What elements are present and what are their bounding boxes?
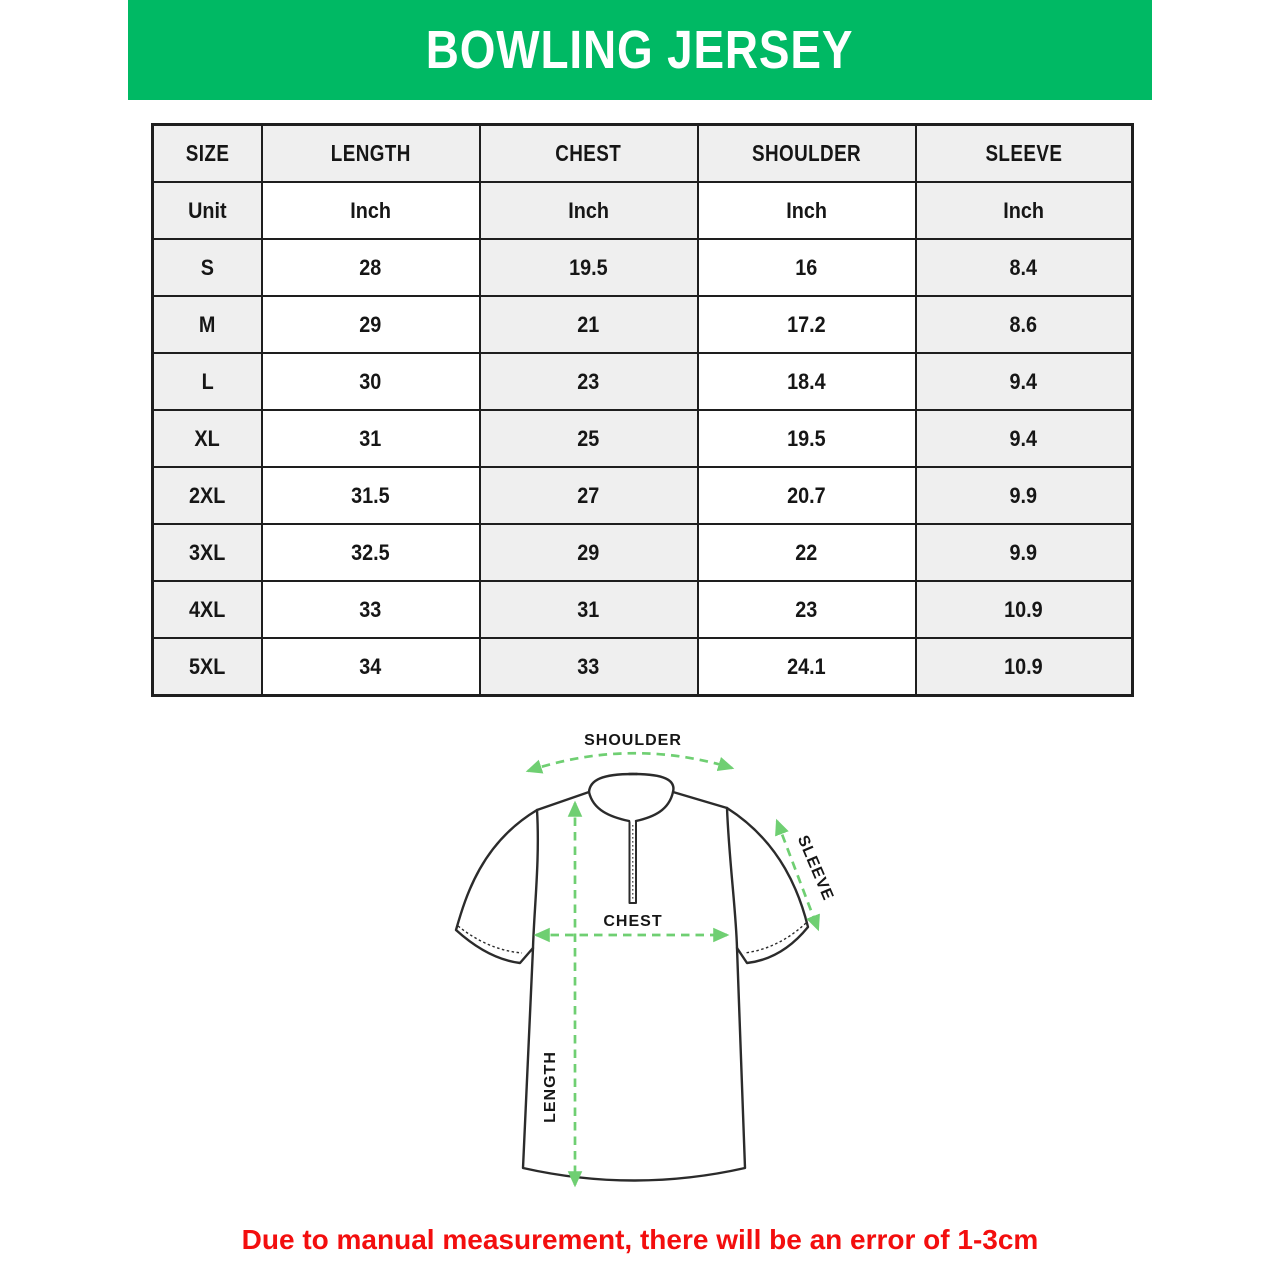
value-cell: 17.2 [698,296,916,353]
size-cell: 4XL [153,581,262,638]
column-header: LENGTH [262,125,480,183]
value-cell: 31 [480,581,698,638]
table-header-row [153,125,1133,183]
size-cell: 2XL [153,467,262,524]
value-cell: 31.5 [262,467,480,524]
size-cell: 3XL [153,524,262,581]
value-cell: 18.4 [698,353,916,410]
value-cell: 25 [480,410,698,467]
table-row [153,296,1133,353]
size-cell: Unit [153,182,262,239]
table-row [153,467,1133,524]
value-cell: Inch [698,182,916,239]
value-cell: 30 [262,353,480,410]
value-cell: 16 [698,239,916,296]
value-cell: 19.5 [480,239,698,296]
value-cell: 34 [262,638,480,696]
value-cell: 23 [698,581,916,638]
value-cell: 9.4 [916,353,1133,410]
value-cell: Inch [480,182,698,239]
jersey-outline [456,774,808,1181]
shoulder-arrow [528,753,732,771]
value-cell: Inch [916,182,1133,239]
value-cell: 33 [262,581,480,638]
column-header: CHEST [480,125,698,183]
measurement-note: Due to manual measurement, there will be an error of 1-3cm [241,1224,1039,1255]
value-cell: 9.9 [916,524,1133,581]
value-cell: 33 [480,638,698,696]
value-cell: 20.7 [698,467,916,524]
value-cell: 29 [262,296,480,353]
value-cell: 9.9 [916,467,1133,524]
page-title: BOWLING JERSEY [426,20,854,80]
value-cell: 31 [262,410,480,467]
value-cell: 29 [480,524,698,581]
chest-label: CHEST [603,913,663,930]
table-row [153,410,1133,467]
length-label: LENGTH [542,1051,559,1123]
size-cell: S [153,239,262,296]
jersey-diagram [430,715,850,1205]
unit-row [153,182,1133,239]
value-cell: 28 [262,239,480,296]
value-cell: 9.4 [916,410,1133,467]
size-cell: M [153,296,262,353]
column-header: SHOULDER [698,125,916,183]
value-cell: 22 [698,524,916,581]
shoulder-label: SHOULDER [584,732,682,749]
table-row [153,239,1133,296]
size-cell: L [153,353,262,410]
value-cell: Inch [262,182,480,239]
value-cell: 27 [480,467,698,524]
size-table [151,123,1134,697]
table-row [153,581,1133,638]
size-cell: XL [153,410,262,467]
value-cell: 8.4 [916,239,1133,296]
value-cell: 10.9 [916,638,1133,696]
table-row [153,524,1133,581]
sleeve-label: SLEEVE [793,833,837,904]
value-cell: 19.5 [698,410,916,467]
value-cell: 8.6 [916,296,1133,353]
table-row [153,638,1133,696]
column-header: SIZE [153,125,262,183]
title-banner [128,0,1152,100]
value-cell: 21 [480,296,698,353]
value-cell: 32.5 [262,524,480,581]
column-header: SLEEVE [916,125,1133,183]
value-cell: 10.9 [916,581,1133,638]
size-cell: 5XL [153,638,262,696]
value-cell: 24.1 [698,638,916,696]
table-row [153,353,1133,410]
value-cell: 23 [480,353,698,410]
size-table-body [153,182,1133,696]
